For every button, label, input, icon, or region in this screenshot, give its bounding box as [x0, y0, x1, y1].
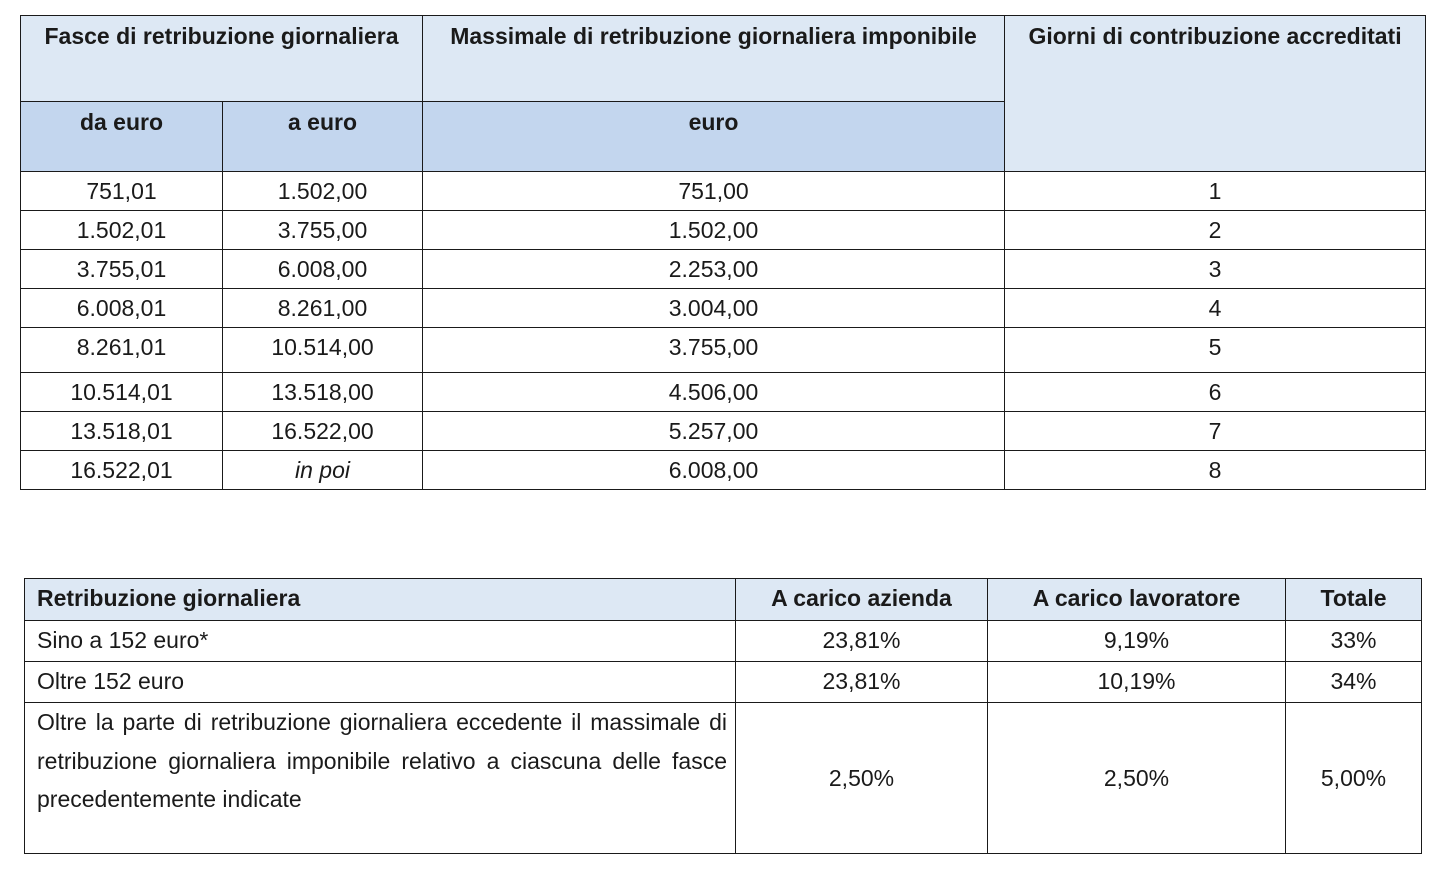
table-row: [21, 289, 1426, 328]
cell-a: 16.522,00: [223, 412, 423, 451]
cell-label: Oltre 152 euro: [25, 662, 736, 703]
cell-a: 1.502,00: [223, 172, 423, 211]
table-row: [25, 621, 1422, 662]
cell-giorni: 4: [1005, 289, 1426, 328]
cell-giorni: 6: [1005, 373, 1426, 412]
cell-a: 6.008,00: [223, 250, 423, 289]
header-totale: Totale: [1286, 579, 1422, 621]
table-row: [21, 373, 1426, 412]
header-da-euro: da euro: [21, 102, 223, 172]
cell-da: 751,01: [21, 172, 223, 211]
header-euro: euro: [423, 102, 1005, 172]
cell-label: Sino a 152 euro*: [25, 621, 736, 662]
cell-da: 1.502,01: [21, 211, 223, 250]
cell-massimale: 3.755,00: [423, 328, 1005, 373]
cell-a: in poi: [223, 451, 423, 490]
cell-label: Oltre la parte di retribuzione giornaliera eccedente il massimale di retribuzione giornaliera imponibile relativo a ciascuna delle fasce precedentemente indicate: [25, 703, 736, 854]
cell-a: 3.755,00: [223, 211, 423, 250]
cell-da: 10.514,01: [21, 373, 223, 412]
header-lavoratore: A carico lavoratore: [988, 579, 1286, 621]
cell-a: 13.518,00: [223, 373, 423, 412]
cell-giorni: 3: [1005, 250, 1426, 289]
cell-da: 13.518,01: [21, 412, 223, 451]
cell-giorni: 1: [1005, 172, 1426, 211]
header-azienda: A carico azienda: [736, 579, 988, 621]
cell-a: 10.514,00: [223, 328, 423, 373]
table-row: [21, 451, 1426, 490]
table-row: [21, 172, 1426, 211]
header-retribuzione: Retribuzione giornaliera: [25, 579, 736, 621]
cell-giorni: 7: [1005, 412, 1426, 451]
header-fasce: Fasce di retribuzione giornaliera: [21, 16, 423, 102]
cell-massimale: 2.253,00: [423, 250, 1005, 289]
cell-massimale: 5.257,00: [423, 412, 1005, 451]
table-row: [21, 211, 1426, 250]
cell-lavoratore: 10,19%: [988, 662, 1286, 703]
table-row: [21, 250, 1426, 289]
contribution-bands-table: [20, 15, 1426, 490]
cell-azienda: 23,81%: [736, 621, 988, 662]
cell-da: 8.261,01: [21, 328, 223, 373]
cell-totale: 34%: [1286, 662, 1422, 703]
cell-azienda: 23,81%: [736, 662, 988, 703]
cell-giorni: 8: [1005, 451, 1426, 490]
cell-massimale: 4.506,00: [423, 373, 1005, 412]
cell-totale: 5,00%: [1286, 703, 1422, 854]
table-row: [25, 703, 1422, 854]
table-row: [25, 662, 1422, 703]
cell-giorni: 2: [1005, 211, 1426, 250]
cell-azienda: 2,50%: [736, 703, 988, 854]
cell-totale: 33%: [1286, 621, 1422, 662]
cell-massimale: 751,00: [423, 172, 1005, 211]
cell-massimale: 6.008,00: [423, 451, 1005, 490]
cell-massimale: 3.004,00: [423, 289, 1005, 328]
table-row: [21, 328, 1426, 373]
cell-giorni: 5: [1005, 328, 1426, 373]
table-row: [21, 412, 1426, 451]
contribution-rates-table: [24, 578, 1422, 854]
cell-da: 3.755,01: [21, 250, 223, 289]
header-giorni: Giorni di contribuzione accreditati: [1005, 16, 1426, 172]
header-massimale: Massimale di retribuzione giornaliera imponibile: [423, 16, 1005, 102]
cell-a: 8.261,00: [223, 289, 423, 328]
cell-lavoratore: 2,50%: [988, 703, 1286, 854]
cell-lavoratore: 9,19%: [988, 621, 1286, 662]
cell-massimale: 1.502,00: [423, 211, 1005, 250]
cell-da: 16.522,01: [21, 451, 223, 490]
cell-da: 6.008,01: [21, 289, 223, 328]
header-a-euro: a euro: [223, 102, 423, 172]
